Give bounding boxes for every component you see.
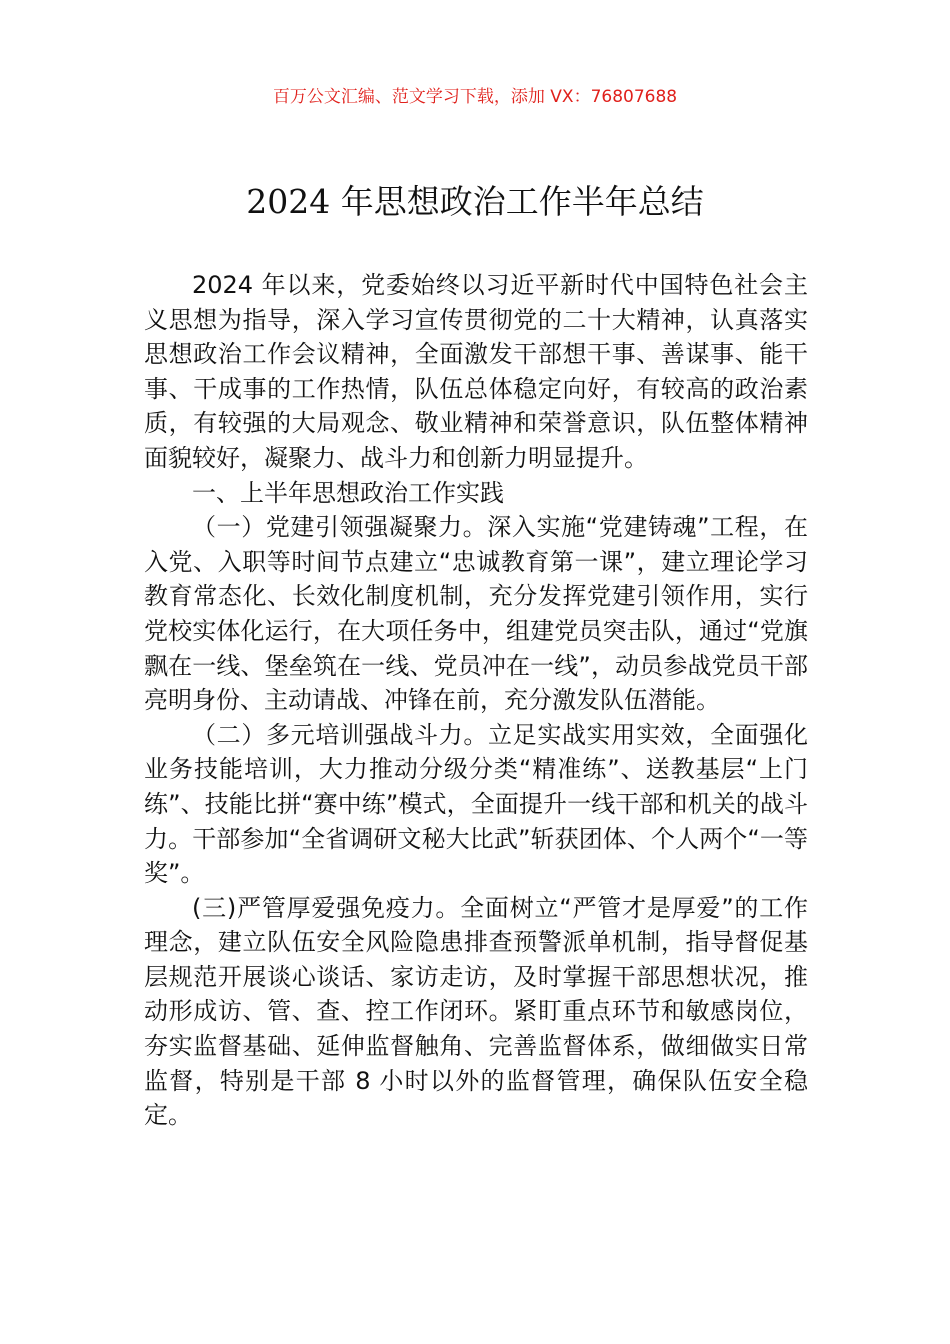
paragraph-2: （二）多元培训强战斗力。立足实战实用实效，全面强化业务技能培训，大力推动分级分类“精准练”、送教基层“上门练”、技能比拼“赛中练”模式，全面提升一线干部和机关的战斗力。干部参加“全省调研文秘大比武”斩获团体、个人两个“一等奖”。 (144, 720, 808, 888)
header-notice: 百万公文汇编、范文学习下载，添加 VX：76807688 (272, 87, 678, 107)
document-body (144, 268, 808, 1133)
paragraph-1: （一）党建引领强凝聚力。深入实施“党建铸魂”工程，在入党、入职等时间节点建立“忠诚教育第一课”，建立理论学习教育常态化、长效化制度机制，充分发挥党建引领作用，实行党校实体化运行，在大项任务中，组建党员突击队，通过“党旗飘在一线、堡垒筑在一线、党员冲在一线”，动员参战党员干部亮明身份、主动请战、冲锋在前，充分激发队伍潜能。 (144, 513, 808, 715)
paragraph-3: (三)严管厚爱强免疫力。全面树立“严管才是厚爱”的工作理念，建立队伍安全风险隐患排查预警派单机制，指导督促基层规范开展谈心谈话、家访走访，及时掌握干部思想状况，推动形成访、管、查、控工作闭环。紧盯重点环节和敏感岗位，夯实监督基础、延伸监督触角、完善监督体系，做细做实日常监督，特别是干部 8 小时以外的监督管理，确保队伍安全稳定。 (144, 893, 808, 1130)
section-heading: 一、上半年思想政治工作实践 (192, 478, 504, 507)
document-title: 2024 年思想政治工作半年总结 (246, 182, 704, 221)
intro-paragraph: 2024 年以来，党委始终以习近平新时代中国特色社会主义思想为指导，深入学习宣传贯彻党的二十大精神，认真落实思想政治工作会议精神，全面激发干部想干事、善谋事、能干事、干成事的工作热情，队伍总体稳定向好，有较高的政治素质，有较强的大局观念、敬业精神和荣誉意识，队伍整体精神面貌较好，凝聚力、战斗力和创新力明显提升。 (144, 271, 808, 472)
